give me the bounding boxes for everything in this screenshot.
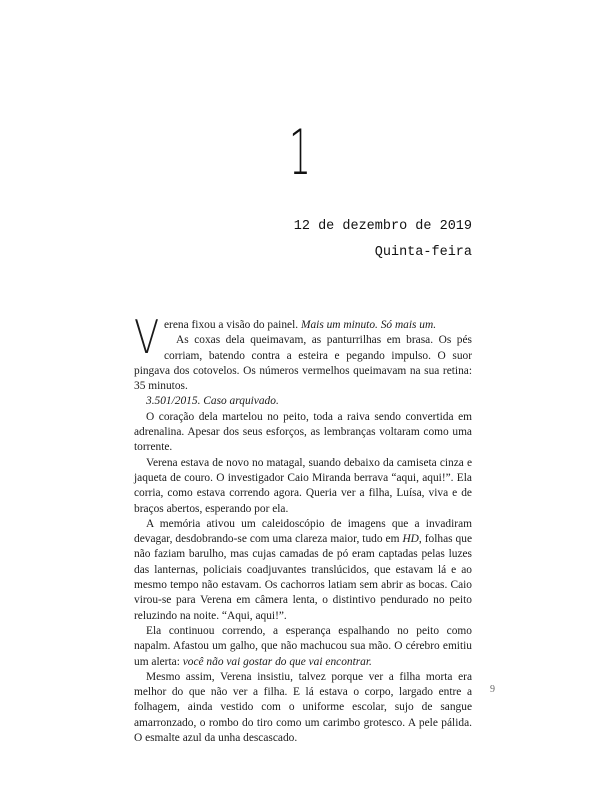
paragraph-5: Verena estava de novo no matagal, suando debaixo da camiseta cinza e jaqueta de couro. O investigador Caio Miranda berrava “aqui, aqui!”. Ela corria, como estava correndo agora. Queria ver a filha, Luísa, viva e de braços abertos, esperando por ela. [134, 456, 472, 515]
paragraph-2: As coxas dela queimavam, as panturrilhas em brasa. Os pés corriam, batendo contra a esteira e pegando impulso. O suor pingava dos cotovelos. Os números vermelhos queimavam na sua retina: 35 minutos. [134, 334, 472, 393]
paragraph-6-after: , folhas que não faziam barulho, mas cujas camadas de pó eram captadas pelas luzes das lanternas, policiais coadjuvantes translúcidos, que estavam lá e ao mesmo tempo não estavam. Os cachorros latiam sem abrir as bocas. Caio virou-se para Verena em câmera lenta, o distintivo pendurado no peito reluzindo na noite. “Aqui, aqui!”. [134, 533, 473, 622]
paragraph-6-before: A memória ativou um caleidoscópio de imagens que a invadiram devagar, desdobrando-se com uma clareza maior, tudo em [134, 517, 472, 546]
chapter-date: 12 de dezembro de 2019 [293, 219, 472, 234]
paragraph-3: 3.501/2015. Caso arquivado. [146, 395, 279, 408]
paragraph-1-italic: Mais um minuto. Só mais um. [300, 319, 437, 331]
paragraph-7-italic: você não vai gostar do que vai encontrar. [182, 655, 372, 668]
drop-cap: V [134, 310, 160, 364]
chapter-weekday: Quinta-feira [374, 245, 472, 260]
paragraph-7 [134, 624, 472, 670]
chapter-dateline [294, 214, 472, 266]
paragraph-8: Mesmo assim, Verena insistiu, talvez porque ver a filha morta era melhor do que não ver a filha. E lá estava o corpo, largado entre a folhagem, ainda vestido com o uniforme escolar, sujo de sangue amarronzado, o rombo do tiro como um carimbo grotesco. A pele pálida. O esmalte azul da unha descascado. [134, 670, 472, 745]
paragraph-6 [134, 517, 472, 624]
paragraph-4: O coração dela martelou no peito, toda a raiva sendo convertida em adrenalina. Apesar dos seus esforços, as lembranças voltaram como uma torrente. [134, 410, 472, 454]
paragraph-1-text: erena fixou a visão do painel. [164, 319, 301, 331]
page-number: 9 [490, 684, 495, 695]
chapter-body [134, 310, 473, 746]
chapter-number: 1 [289, 116, 311, 189]
paragraph-6-italic: HD [402, 533, 419, 546]
paragraph-7-before: Ela continuou correndo, a esperança espalhando no peito como napalm. Afastou um galho, que não machucou sua mão. O cérebro emitiu um alerta: [134, 624, 472, 668]
